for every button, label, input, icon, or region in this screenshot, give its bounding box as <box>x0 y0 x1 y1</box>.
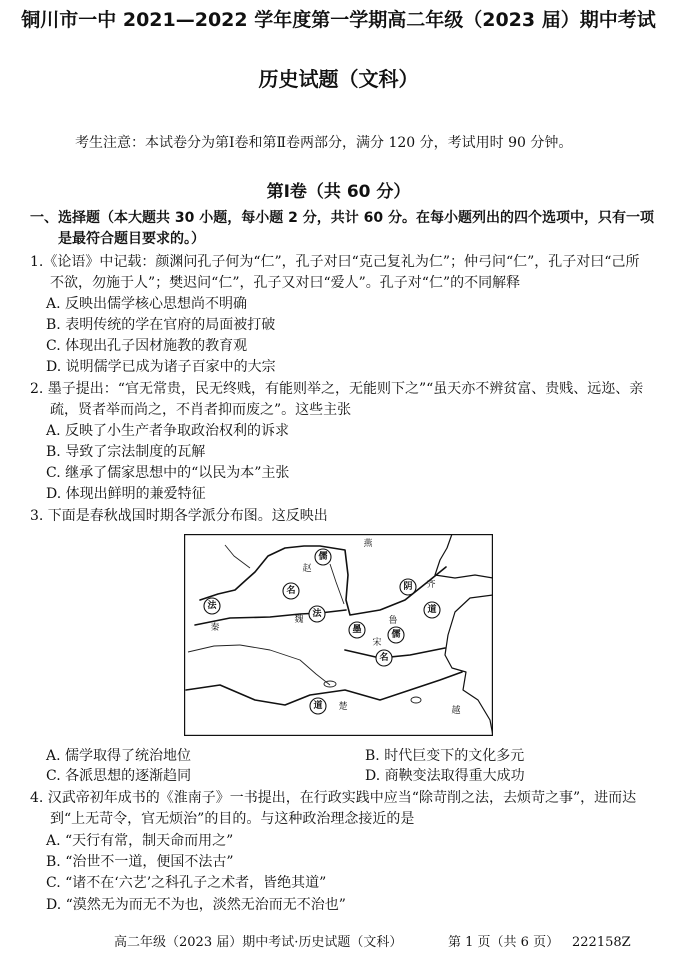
map-school-label: 儒 <box>391 630 401 640</box>
map-school-label: 法 <box>207 601 217 611</box>
instruction-line: 一、选择题（本大题共 30 小题，每小题 2 分，共计 60 分。在每小题列出的四个选项中，只有一项 <box>30 210 654 226</box>
footer-page-number: 第 1 页（共 6 页） <box>448 935 560 950</box>
option-c: C. “诸不在‘六艺’之科孔子之术者，皆绝其道” <box>46 875 327 891</box>
option-b: B. 表明传统的学在官府的局面被打破 <box>46 317 276 333</box>
map-region-label: 秦 <box>210 623 220 633</box>
option-a: A. “天行有常，制天命而用之” <box>46 833 234 849</box>
option-d: D. 商鞅变法取得重大成功 <box>365 768 525 784</box>
map-region-label: 宋 <box>372 638 382 648</box>
map-school-label: 阴 <box>403 582 413 592</box>
option-b: B. 导致了宗法制度的瓦解 <box>46 444 206 460</box>
map-region-label: 越 <box>451 706 461 716</box>
question-stem-line: 4. 汉武帝初年成书的《淮南子》一书提出，在行政实践中应当“除苛削之法，去烦苛之事”，进而达 <box>30 790 637 806</box>
map-school-label: 名 <box>286 586 296 596</box>
question-stem-line: 疏，贤者举而尚之，不肖者抑而废之”。这些主张 <box>50 402 352 418</box>
footer-exam-title: 高二年级（2023 届）期中考试·历史试题（文科） <box>114 935 403 950</box>
option-d: D. 体现出鲜明的兼爱特征 <box>46 486 206 502</box>
map-school-label: 道 <box>313 701 323 711</box>
option-c: C. 各派思想的逐渐趋同 <box>46 768 192 784</box>
option-a: A. 反映出儒学核心思想尚不明确 <box>46 296 248 312</box>
map-school-label: 法 <box>312 609 322 619</box>
question-stem-line: 1.《论语》中记载：颜渊问孔子何为“仁”，孔子对曰“克己复礼为仁”；仲弓问“仁”，孔子对曰“己所 <box>30 254 640 270</box>
option-b: B. “治世不一道，便国不法古” <box>46 854 234 870</box>
option-d: D. 说明儒学已成为诸子百家中的大宗 <box>46 359 276 375</box>
map-drawing <box>184 534 493 736</box>
instruction-line: 是最符合题目要求的。） <box>58 231 205 247</box>
option-d: D. “漠然无为而无不为也，淡然无治而无不治也” <box>46 897 346 913</box>
map-region-label: 楚 <box>338 702 348 712</box>
map-region-label: 魏 <box>294 615 304 625</box>
page-subtitle: 历史试题（文科） <box>258 67 419 91</box>
map-school-label: 名 <box>379 653 389 663</box>
option-a: A. 反映了小生产者争取政治权利的诉求 <box>46 423 290 439</box>
map-school-label: 儒 <box>318 552 328 562</box>
map-school-label: 道 <box>427 605 437 615</box>
schools-distribution-map <box>184 534 493 736</box>
exam-notice: 考生注意：本试卷分为第Ⅰ卷和第Ⅱ卷两部分，满分 120 分，考试用时 90 分钟。 <box>75 135 573 151</box>
section-title: 第Ⅰ卷（共 60 分） <box>266 182 411 202</box>
map-school-label: 墨 <box>352 625 362 635</box>
question-stem-line: 不欲，勿施于人”；樊迟问“仁”，孔子又对曰“爱人”。孔子对“仁”的不同解释 <box>50 275 521 291</box>
map-region-label: 鲁 <box>388 616 398 626</box>
page-title: 铜川市一中 2021—2022 学年度第一学期高二年级（2023 届）期中考试 <box>21 9 656 31</box>
option-c: C. 体现出孔子因材施教的教育观 <box>46 338 248 354</box>
question-stem-line: 2. 墨子提出：“官无常贵，民无终贱，有能则举之，无能则下之”“虽天亦不辨贫富、贵贱、远迩、亲 <box>30 381 644 397</box>
option-b: B. 时代巨变下的文化多元 <box>365 748 525 764</box>
map-region-label: 齐 <box>426 580 436 590</box>
option-a: A. 儒学取得了统治地位 <box>46 748 192 764</box>
option-c: C. 继承了儒家思想中的“以民为本”主张 <box>46 465 290 481</box>
map-region-label: 赵 <box>302 564 312 574</box>
map-region-label: 燕 <box>363 539 373 549</box>
footer-code: 222158Z <box>572 935 631 950</box>
question-stem-line: 到“上无苛令，官无烦治”的目的。与这种政治理念接近的是 <box>50 811 415 827</box>
question-stem-line: 3. 下面是春秋战国时期各学派分布图。这反映出 <box>30 508 328 524</box>
